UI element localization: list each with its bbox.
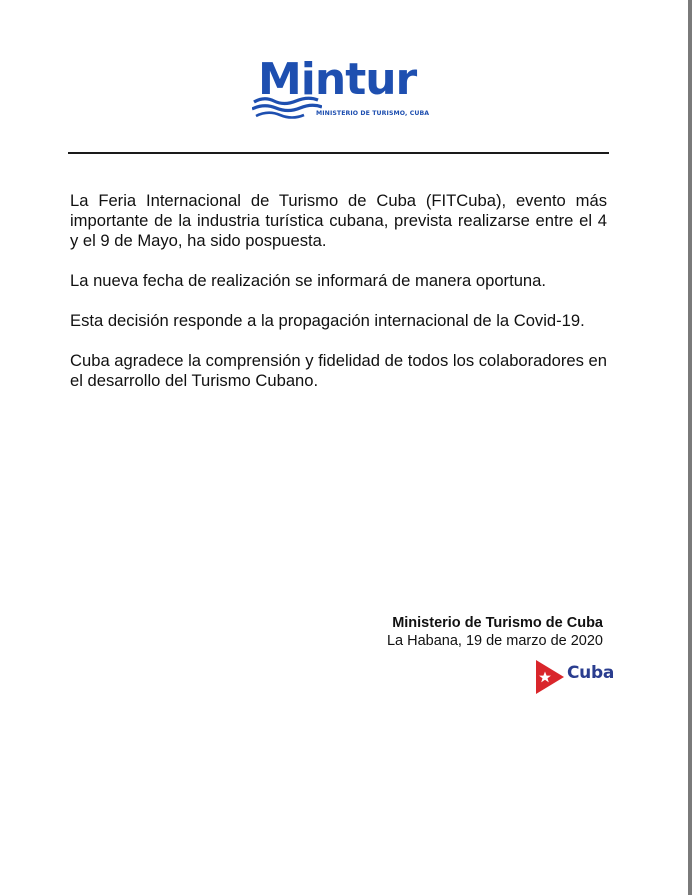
document-body (70, 191, 607, 411)
page-edge-shadow (688, 0, 692, 895)
signature-block (387, 614, 603, 650)
cuba-brand-logo (535, 659, 615, 695)
logo-wordmark: Mintur (258, 54, 417, 105)
paragraph-new-date: La nueva fecha de realización se informará de manera oportuna. (70, 271, 546, 290)
cuba-flag-triangle-star-icon (535, 659, 565, 695)
paragraph-reason: Esta decisión responde a la propagación internacional de la Covid-19. (70, 311, 585, 330)
header-divider (68, 152, 609, 154)
mintur-logo (252, 54, 434, 124)
paragraph-announcement: La Feria Internacional de Turismo de Cuba (FITCuba), evento más importante de la industria turística cubana, prevista realizarse entre el 4 y el 9 de Mayo, ha sido pospuesta. (70, 191, 607, 250)
signature-organization: Ministerio de Turismo de Cuba (392, 615, 603, 631)
logo-subtitle: MINISTERIO DE TURISMO, CUBA (316, 110, 430, 117)
paragraph-thanks: Cuba agradece la comprensión y fidelidad de todos los colaboradores en el desarrollo del Turismo Cubano. (70, 351, 607, 390)
cuba-wordmark: Cuba (567, 663, 615, 683)
signature-place-date: La Habana, 19 de marzo de 2020 (386, 633, 603, 649)
